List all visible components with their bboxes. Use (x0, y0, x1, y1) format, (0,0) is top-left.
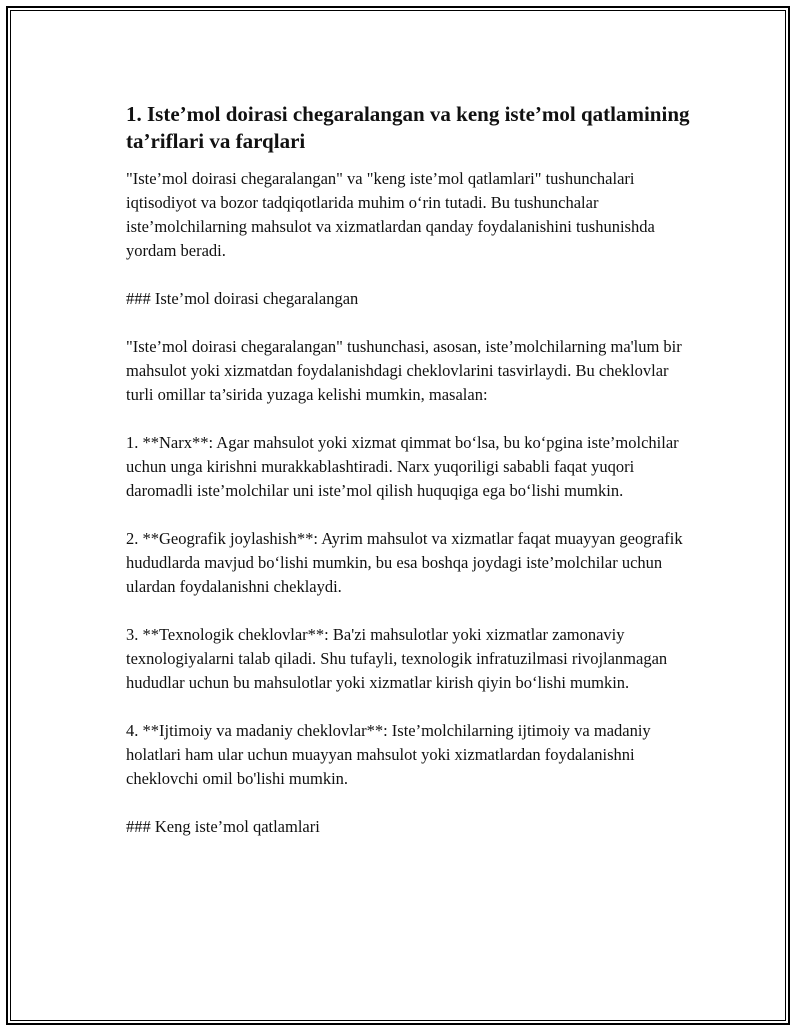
list-item-social-cultural: 4. **Ijtimoiy va madaniy cheklovlar**: Iste’molchilarning ijtimoiy va madaniy holatlari ham ular uchun muayyan mahsulot yoki xizmatlardan foydalanishni cheklovchi omil bo'lishi mumkin. (126, 721, 651, 788)
subheading-broad-consumption: ### Keng iste’mol qatlamlari (126, 817, 320, 836)
limited-consumption-paragraph: "Iste’mol doirasi chegaralangan" tushunchasi, asosan, iste’molchilarning ma'lum bir mahsulot yoki xizmatdan foydalanishdagi cheklovlarini tasvirlaydi. Bu cheklovlar turli omillar ta’sirida yuzaga kelishi mumkin, masalan: (126, 337, 682, 404)
list-item-price: 1. **Narx**: Agar mahsulot yoki xizmat qimmat bo‘lsa, bu ko‘pgina iste’molchilar uchun unga kirishni murakkablashtiradi. Narx yuqoriligi sababli faqat yuqori daromadli iste’molchilar uni iste’mol qilish huquqiga ega bo‘lishi mumkin. (126, 433, 679, 500)
list-item-geography: 2. **Geografik joylashish**: Ayrim mahsulot va xizmatlar faqat muayyan geografik hududlarda mavjud bo‘lishi mumkin, bu esa boshqa joydagi iste’molchilar uchun ulardan foydalanishni cheklaydi. (126, 529, 683, 596)
page-frame (6, 6, 790, 1025)
document-heading: 1. Iste’mol doirasi chegaralangan va keng iste’mol qatlamining ta’riflari va farqlari (126, 102, 690, 153)
list-item-technology: 3. **Texnologik cheklovlar**: Ba'zi mahsulotlar yoki xizmatlar zamonaviy texnologiyalarni talab qiladi. Shu tufayli, texnologik infratuzilmasi rivojlanmagan hududlar uchun bu mahsulotlar yoki xizmatlar kirish qiyin bo‘lishi mumkin. (126, 625, 668, 692)
document-body (126, 101, 696, 863)
subheading-limited-consumption: ### Iste’mol doirasi chegaralangan (126, 289, 359, 308)
intro-paragraph: "Iste’mol doirasi chegaralangan" va "keng iste’mol qatlamlari" tushunchalari iqtisodiyot va bozor tadqiqotlarida muhim o‘rin tutadi. Bu tushunchalar iste’molchilarning mahsulot va xizmatlardan qanday foydalanishini tushunishda yordam beradi. (126, 169, 655, 260)
